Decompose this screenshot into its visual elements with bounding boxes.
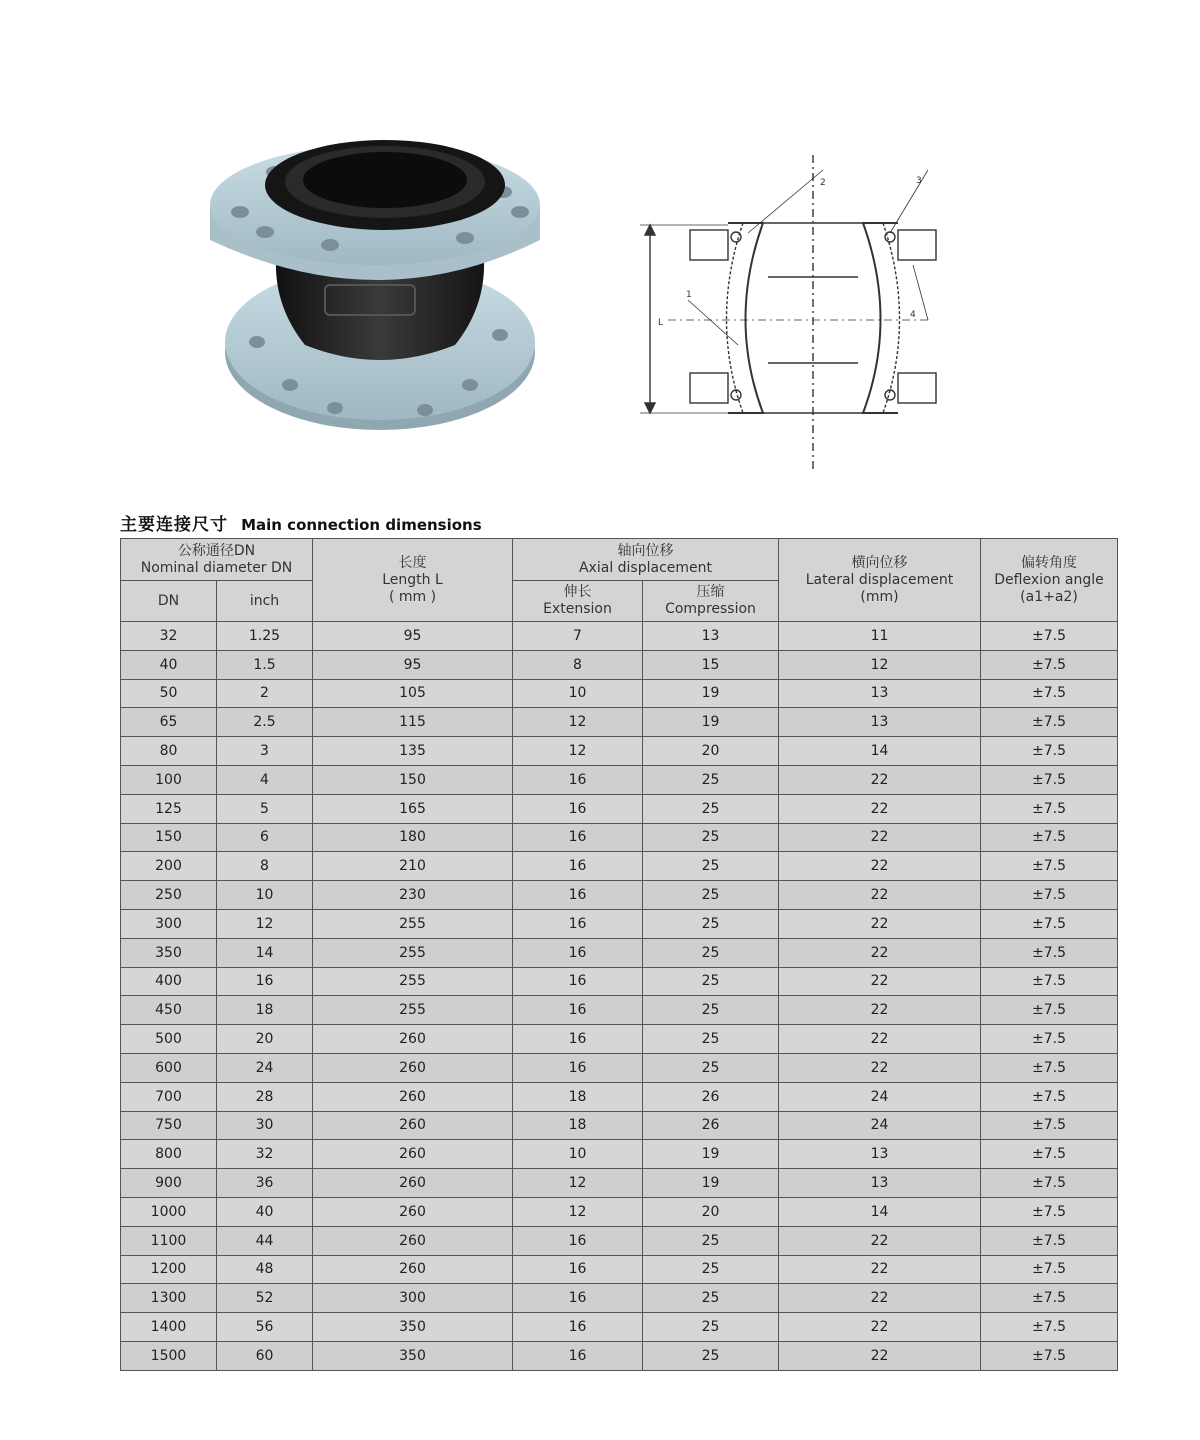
- cell-lateral: 22: [779, 881, 981, 910]
- cell-deflexion: ±7.5: [981, 881, 1118, 910]
- cell-lateral: 22: [779, 765, 981, 794]
- cell-inch: 28: [217, 1082, 313, 1111]
- cell-deflexion: ±7.5: [981, 1197, 1118, 1226]
- cell-compression: 26: [643, 1111, 779, 1140]
- cell-deflexion: ±7.5: [981, 823, 1118, 852]
- cell-length: 260: [313, 1169, 513, 1198]
- cell-dn: 50: [121, 679, 217, 708]
- cell-lateral: 24: [779, 1082, 981, 1111]
- cell-dn: 80: [121, 737, 217, 766]
- cell-extension: 16: [513, 909, 643, 938]
- cell-extension: 16: [513, 765, 643, 794]
- cell-dn: 200: [121, 852, 217, 881]
- drawing-label-l: L: [658, 318, 664, 328]
- cell-deflexion: ±7.5: [981, 708, 1118, 737]
- cell-inch: 48: [217, 1255, 313, 1284]
- cell-compression: 15: [643, 650, 779, 679]
- cell-inch: 36: [217, 1169, 313, 1198]
- cell-deflexion: ±7.5: [981, 1313, 1118, 1342]
- cell-dn: 1000: [121, 1197, 217, 1226]
- cell-extension: 16: [513, 1255, 643, 1284]
- cell-inch: 60: [217, 1341, 313, 1370]
- drawing-label-3: 3: [916, 176, 922, 186]
- cell-inch: 44: [217, 1226, 313, 1255]
- table-row: [121, 938, 1118, 967]
- cell-extension: 16: [513, 794, 643, 823]
- cell-extension: 16: [513, 852, 643, 881]
- table-row: [121, 765, 1118, 794]
- cell-compression: 13: [643, 622, 779, 651]
- table-row: [121, 737, 1118, 766]
- cell-dn: 300: [121, 909, 217, 938]
- header-lateral-displacement: 横向位移 Lateral displacement (mm): [779, 539, 981, 622]
- cell-length: 260: [313, 1197, 513, 1226]
- section-title-en: Main connection dimensions: [241, 516, 482, 534]
- cell-extension: 12: [513, 1197, 643, 1226]
- cell-length: 260: [313, 1111, 513, 1140]
- cell-length: 165: [313, 794, 513, 823]
- cell-lateral: 13: [779, 1140, 981, 1169]
- cell-lateral: 22: [779, 967, 981, 996]
- header-inch: inch: [217, 581, 313, 622]
- cell-lateral: 12: [779, 650, 981, 679]
- cell-compression: 25: [643, 1284, 779, 1313]
- cell-compression: 25: [643, 938, 779, 967]
- cell-extension: 18: [513, 1111, 643, 1140]
- cell-length: 260: [313, 1226, 513, 1255]
- cell-lateral: 13: [779, 708, 981, 737]
- cell-extension: 16: [513, 996, 643, 1025]
- cell-compression: 20: [643, 1197, 779, 1226]
- cell-compression: 25: [643, 967, 779, 996]
- cell-lateral: 22: [779, 1226, 981, 1255]
- cell-extension: 16: [513, 938, 643, 967]
- cell-dn: 1100: [121, 1226, 217, 1255]
- table-row: [121, 1082, 1118, 1111]
- cell-deflexion: ±7.5: [981, 1140, 1118, 1169]
- header-deflexion-angle: 偏转角度 Deflexion angle (a1+a2): [981, 539, 1118, 622]
- table-row: [121, 1169, 1118, 1198]
- cell-dn: 32: [121, 622, 217, 651]
- cell-length: 255: [313, 967, 513, 996]
- table-row: [121, 1197, 1118, 1226]
- header-length: 长度 Length L ( mm ): [313, 539, 513, 622]
- cell-dn: 450: [121, 996, 217, 1025]
- cell-length: 255: [313, 909, 513, 938]
- table-row: [121, 909, 1118, 938]
- cell-lateral: 13: [779, 679, 981, 708]
- cell-dn: 1300: [121, 1284, 217, 1313]
- cell-inch: 1.25: [217, 622, 313, 651]
- cell-deflexion: ±7.5: [981, 794, 1118, 823]
- table-row: [121, 708, 1118, 737]
- cell-compression: 25: [643, 852, 779, 881]
- cell-extension: 16: [513, 1053, 643, 1082]
- cell-inch: 30: [217, 1111, 313, 1140]
- cell-lateral: 22: [779, 1025, 981, 1054]
- table-row: [121, 622, 1118, 651]
- cross-section-drawing: [628, 155, 948, 470]
- cell-deflexion: ±7.5: [981, 1284, 1118, 1313]
- cell-inch: 12: [217, 909, 313, 938]
- product-photo: [195, 120, 565, 440]
- cell-inch: 1.5: [217, 650, 313, 679]
- table-row: [121, 1255, 1118, 1284]
- cell-deflexion: ±7.5: [981, 938, 1118, 967]
- cell-deflexion: ±7.5: [981, 1025, 1118, 1054]
- cell-compression: 25: [643, 1025, 779, 1054]
- cell-compression: 25: [643, 996, 779, 1025]
- cell-length: 300: [313, 1284, 513, 1313]
- cell-dn: 500: [121, 1025, 217, 1054]
- cell-inch: 4: [217, 765, 313, 794]
- cell-length: 350: [313, 1313, 513, 1342]
- cell-compression: 25: [643, 1313, 779, 1342]
- cell-dn: 250: [121, 881, 217, 910]
- cell-compression: 25: [643, 1341, 779, 1370]
- cell-dn: 40: [121, 650, 217, 679]
- table-row: [121, 1025, 1118, 1054]
- cell-deflexion: ±7.5: [981, 1341, 1118, 1370]
- cell-length: 350: [313, 1341, 513, 1370]
- cell-lateral: 14: [779, 1197, 981, 1226]
- dimensions-table: [120, 538, 1118, 1371]
- table-row: [121, 1140, 1118, 1169]
- cell-dn: 400: [121, 967, 217, 996]
- cell-inch: 20: [217, 1025, 313, 1054]
- cell-deflexion: ±7.5: [981, 737, 1118, 766]
- cell-inch: 6: [217, 823, 313, 852]
- cell-extension: 16: [513, 1226, 643, 1255]
- drawing-label-4: 4: [910, 310, 916, 320]
- table-row: [121, 794, 1118, 823]
- cell-extension: 16: [513, 823, 643, 852]
- cell-length: 150: [313, 765, 513, 794]
- cell-length: 255: [313, 996, 513, 1025]
- cell-deflexion: ±7.5: [981, 1053, 1118, 1082]
- table-row: [121, 823, 1118, 852]
- header-compression: 压缩 Compression: [643, 581, 779, 622]
- section-title: [120, 510, 482, 538]
- cell-lateral: 13: [779, 1169, 981, 1198]
- cell-lateral: 22: [779, 794, 981, 823]
- table-row: [121, 1341, 1118, 1370]
- cell-deflexion: ±7.5: [981, 650, 1118, 679]
- cell-inch: 5: [217, 794, 313, 823]
- cell-length: 260: [313, 1140, 513, 1169]
- cell-extension: 16: [513, 967, 643, 996]
- cell-lateral: 22: [779, 1313, 981, 1342]
- cell-dn: 700: [121, 1082, 217, 1111]
- cell-inch: 24: [217, 1053, 313, 1082]
- cell-dn: 900: [121, 1169, 217, 1198]
- cell-dn: 600: [121, 1053, 217, 1082]
- cell-dn: 150: [121, 823, 217, 852]
- cell-lateral: 11: [779, 622, 981, 651]
- cell-dn: 125: [121, 794, 217, 823]
- cell-inch: 40: [217, 1197, 313, 1226]
- cell-lateral: 24: [779, 1111, 981, 1140]
- table-row: [121, 881, 1118, 910]
- cell-deflexion: ±7.5: [981, 909, 1118, 938]
- cell-lateral: 22: [779, 1255, 981, 1284]
- cell-dn: 65: [121, 708, 217, 737]
- cell-length: 115: [313, 708, 513, 737]
- cell-deflexion: ±7.5: [981, 1169, 1118, 1198]
- cell-deflexion: ±7.5: [981, 765, 1118, 794]
- cell-length: 260: [313, 1082, 513, 1111]
- cell-length: 180: [313, 823, 513, 852]
- header-axial-displacement: 轴向位移 Axial displacement: [513, 539, 779, 581]
- cell-extension: 7: [513, 622, 643, 651]
- cell-length: 260: [313, 1025, 513, 1054]
- cell-length: 230: [313, 881, 513, 910]
- cell-dn: 1200: [121, 1255, 217, 1284]
- cell-inch: 8: [217, 852, 313, 881]
- cell-lateral: 22: [779, 1053, 981, 1082]
- cell-extension: 8: [513, 650, 643, 679]
- cell-compression: 19: [643, 1140, 779, 1169]
- table-row: [121, 1226, 1118, 1255]
- cell-length: 135: [313, 737, 513, 766]
- drawing-label-1: 1: [686, 290, 692, 300]
- cell-extension: 12: [513, 737, 643, 766]
- cell-length: 105: [313, 679, 513, 708]
- table-row: [121, 650, 1118, 679]
- cell-lateral: 22: [779, 938, 981, 967]
- section-title-cn: 主要连接尺寸: [120, 515, 228, 535]
- cell-compression: 19: [643, 1169, 779, 1198]
- cell-dn: 1500: [121, 1341, 217, 1370]
- cell-inch: 2.5: [217, 708, 313, 737]
- cell-length: 95: [313, 650, 513, 679]
- table-row: [121, 679, 1118, 708]
- cell-extension: 16: [513, 1341, 643, 1370]
- cell-compression: 25: [643, 765, 779, 794]
- cell-deflexion: ±7.5: [981, 1111, 1118, 1140]
- header-nominal-diameter: 公称通径DN Nominal diameter DN: [121, 539, 313, 581]
- drawing-label-2: 2: [820, 178, 826, 188]
- cell-inch: 52: [217, 1284, 313, 1313]
- cell-deflexion: ±7.5: [981, 996, 1118, 1025]
- cell-inch: 16: [217, 967, 313, 996]
- header-dn: DN: [121, 581, 217, 622]
- cell-dn: 1400: [121, 1313, 217, 1342]
- cell-inch: 32: [217, 1140, 313, 1169]
- cell-compression: 25: [643, 909, 779, 938]
- table-row: [121, 967, 1118, 996]
- cell-compression: 19: [643, 708, 779, 737]
- cell-deflexion: ±7.5: [981, 1082, 1118, 1111]
- table-row: [121, 1111, 1118, 1140]
- cell-extension: 12: [513, 708, 643, 737]
- cell-length: 210: [313, 852, 513, 881]
- cell-length: 260: [313, 1255, 513, 1284]
- header-extension: 伸长 Extension: [513, 581, 643, 622]
- cell-compression: 25: [643, 823, 779, 852]
- cell-dn: 100: [121, 765, 217, 794]
- cell-compression: 19: [643, 679, 779, 708]
- cell-extension: 16: [513, 1284, 643, 1313]
- cell-extension: 18: [513, 1082, 643, 1111]
- cell-length: 260: [313, 1053, 513, 1082]
- table-row: [121, 1284, 1118, 1313]
- cell-inch: 56: [217, 1313, 313, 1342]
- cell-compression: 26: [643, 1082, 779, 1111]
- cell-deflexion: ±7.5: [981, 1226, 1118, 1255]
- cell-dn: 750: [121, 1111, 217, 1140]
- cell-dn: 800: [121, 1140, 217, 1169]
- cell-extension: 10: [513, 679, 643, 708]
- cell-lateral: 22: [779, 852, 981, 881]
- cell-compression: 20: [643, 737, 779, 766]
- cell-lateral: 22: [779, 1341, 981, 1370]
- cell-lateral: 22: [779, 823, 981, 852]
- cell-extension: 16: [513, 1313, 643, 1342]
- cell-deflexion: ±7.5: [981, 679, 1118, 708]
- cell-compression: 25: [643, 1226, 779, 1255]
- cell-inch: 10: [217, 881, 313, 910]
- table-row: [121, 1053, 1118, 1082]
- cell-extension: 16: [513, 1025, 643, 1054]
- cell-deflexion: ±7.5: [981, 1255, 1118, 1284]
- cell-compression: 25: [643, 1053, 779, 1082]
- cell-deflexion: ±7.5: [981, 852, 1118, 881]
- cell-extension: 12: [513, 1169, 643, 1198]
- cell-compression: 25: [643, 881, 779, 910]
- cell-length: 95: [313, 622, 513, 651]
- cell-lateral: 22: [779, 1284, 981, 1313]
- cell-lateral: 14: [779, 737, 981, 766]
- cell-lateral: 22: [779, 996, 981, 1025]
- cell-compression: 25: [643, 794, 779, 823]
- table-row: [121, 996, 1118, 1025]
- cell-inch: 2: [217, 679, 313, 708]
- cell-compression: 25: [643, 1255, 779, 1284]
- cell-inch: 18: [217, 996, 313, 1025]
- table-row: [121, 1313, 1118, 1342]
- cell-length: 255: [313, 938, 513, 967]
- cell-deflexion: ±7.5: [981, 967, 1118, 996]
- cell-lateral: 22: [779, 909, 981, 938]
- cell-extension: 10: [513, 1140, 643, 1169]
- table-row: [121, 852, 1118, 881]
- cell-extension: 16: [513, 881, 643, 910]
- cell-dn: 350: [121, 938, 217, 967]
- cell-deflexion: ±7.5: [981, 622, 1118, 651]
- cell-inch: 3: [217, 737, 313, 766]
- cell-inch: 14: [217, 938, 313, 967]
